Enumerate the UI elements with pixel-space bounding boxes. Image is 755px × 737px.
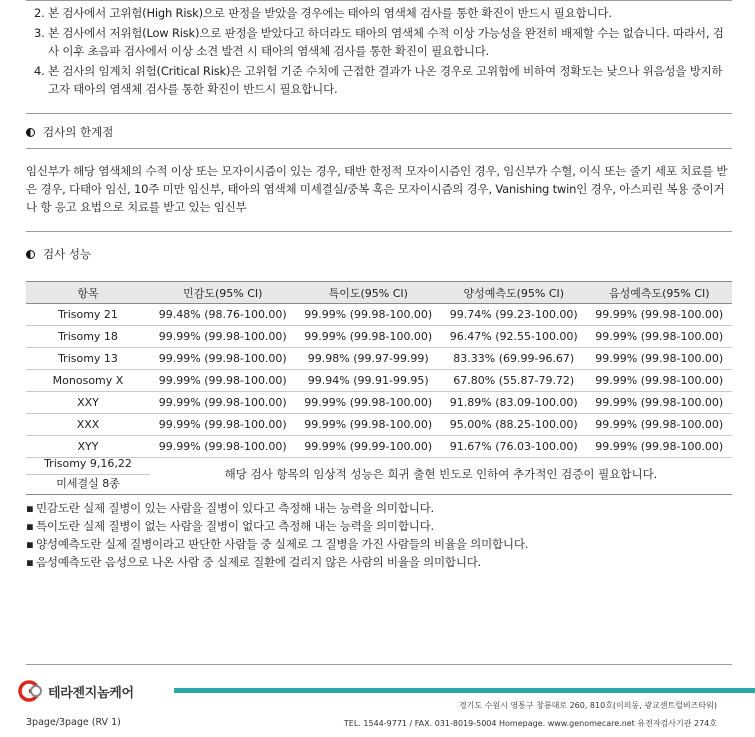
extra-message: 해당 검사 항목의 임상적 성능은 희귀 출현 빈도로 인하여 추가적인 검증이 필요합니다. <box>150 454 732 495</box>
table-row <box>26 326 732 348</box>
bullet-icon: ▪ <box>26 501 34 515</box>
performance-table <box>26 281 732 458</box>
definition-item: ▪ 음성예측도란 음성으로 나온 사람 중 실제로 질환에 걸리지 않은 사람의 비율을 의미합니다. <box>26 555 482 569</box>
row-label: XYY <box>26 436 150 458</box>
table-row <box>26 370 732 392</box>
limitations-heading: 검사의 한계점 <box>26 124 113 140</box>
note-item: 3. 본 검사에서 저위험(Low Risk)으로 판정을 받았다고 하더라도 태아의 염색체 수적 이상 가능성을 완전히 배제할 수는 없습니다. 따라서, 검사 이후 초음파 검사에서 이상 소견 발견 시 태아의 염색체 검사를 통한 확진이 필요합니다. <box>34 26 724 58</box>
row-label: Trisomy 21 <box>26 304 150 326</box>
divider <box>26 148 732 149</box>
table-header-row <box>26 282 732 304</box>
page-number: 3page/3page (RV 1) <box>26 717 121 728</box>
accent-bar <box>174 688 755 693</box>
bullet-icon: ▪ <box>26 537 34 551</box>
bullet-icon: ▪ <box>26 555 34 569</box>
extra-rows <box>26 454 732 494</box>
company-logo <box>18 680 134 702</box>
table-cell: 99.99% (99.98-100.00) <box>150 392 296 414</box>
table-row <box>26 348 732 370</box>
table-cell: 99.74% (99.23-100.00) <box>441 304 587 326</box>
table-row <box>26 304 732 326</box>
note-item: 4. 본 검사의 임계치 위험(Critical Risk)은 고위험 기준 수치에 근접한 결과가 나온 경우로 고위험에 비하여 정확도는 낮으나 위음성을 방지하고자 태아의 염색체 검사를 통한 확진이 반드시 필요합니다. <box>34 64 723 96</box>
table-cell: 91.67% (76.03-100.00) <box>441 436 587 458</box>
table-cell: 99.99% (99.98-100.00) <box>587 414 733 436</box>
table-cell: 99.99% (99.98-100.00) <box>150 326 296 348</box>
table-cell: 99.99% (99.98-100.00) <box>587 392 733 414</box>
row-label: Monosomy X <box>26 370 150 392</box>
table-cell: 91.89% (83.09-100.00) <box>441 392 587 414</box>
performance-heading: 검사 성능 <box>26 246 91 262</box>
col-header: 항목 <box>26 282 150 304</box>
limitations-text: 임신부가 해당 염색체의 수적 이상 또는 모자이시즘이 있는 경우, 태반 한정적 모자이시즘인 경우, 임신부가 수혈, 이식 또는 줄기 세포 치료를 받은 경우, 다태아 임신, 10주 미만 임신부, 태아의 염색체 미세결실/중복 혹은 모자이시즘의 경우, Vanishing twin인 경우, 아스피린 복용 중이거나 항 응고 요법으로 치료를 받고 있는 임신부 <box>26 164 728 214</box>
divider <box>26 113 732 114</box>
top-rule <box>26 0 732 1</box>
half-circle-icon <box>26 250 35 259</box>
definition-item: ▪ 특이도란 실제 질병이 없는 사람을 질병이 없다고 측정해 내는 능력을 의미합니다. <box>26 519 435 533</box>
logo-mark-icon <box>18 680 44 702</box>
table-cell: 95.00% (88.25-100.00) <box>441 414 587 436</box>
notes-list <box>34 4 724 100</box>
table-cell: 99.99% (99.98-100.00) <box>150 436 296 458</box>
table-cell: 99.98% (99.97-99.99) <box>296 348 442 370</box>
table-cell: 99.48% (98.76-100.00) <box>150 304 296 326</box>
note-item: 2. 본 검사에서 고위험(High Risk)으로 판정을 받았을 경우에는 태아의 염색체 검사를 통한 확진이 반드시 필요합니다. <box>34 6 612 20</box>
table-cell: 99.99% (99.98-100.00) <box>587 436 733 458</box>
table-cell: 99.99% (99.98-100.00) <box>296 414 442 436</box>
row-label: Trisomy 9,16,22 <box>26 454 150 475</box>
row-label: XXY <box>26 392 150 414</box>
logo-text: 테라젠지놈케어 <box>48 685 134 701</box>
table-row <box>26 392 732 414</box>
company-contact: TEL. 1544-9771 / FAX. 031-8019-5004 Homepage. www.genomecare.net 유전자검사기관 274호 <box>343 719 717 728</box>
table-cell: 96.47% (92.55-100.00) <box>441 326 587 348</box>
table-cell: 99.99% (99.98-100.00) <box>587 370 733 392</box>
col-header: 양성예측도(95% CI) <box>441 282 587 304</box>
row-label: XXX <box>26 414 150 436</box>
table-cell: 99.99% (99.98-100.00) <box>150 370 296 392</box>
row-label: Trisomy 13 <box>26 348 150 370</box>
table-cell: 99.99% (99.98-100.00) <box>150 348 296 370</box>
bullet-icon: ▪ <box>26 519 34 533</box>
table-cell: 99.99% (99.98-100.00) <box>296 326 442 348</box>
table-cell: 99.99% (99.98-100.00) <box>587 348 733 370</box>
definition-item: ▪ 양성예측도란 실제 질병이라고 판단한 사람들 중 실제로 그 질병을 가진 사람들의 비율을 의미합니다. <box>26 537 529 551</box>
table-cell: 99.99% (99.98-100.00) <box>296 392 442 414</box>
definitions-list <box>26 499 528 571</box>
company-address: 경기도 수원시 영통구 창룡대로 260, 810호(이의동, 광교센트럴비즈타워) <box>458 701 717 710</box>
table-cell: 99.99% (99.98-100.00) <box>587 326 733 348</box>
table-cell: 99.99% (99.98-100.00) <box>587 304 733 326</box>
table-cell: 83.33% (69.99-96.67) <box>441 348 587 370</box>
definition-item: ▪ 민감도란 실제 질병이 있는 사람을 질병이 있다고 측정해 내는 능력을 의미합니다. <box>26 501 435 515</box>
col-header: 음성예측도(95% CI) <box>587 282 733 304</box>
row-label: Trisomy 18 <box>26 326 150 348</box>
divider <box>26 231 732 232</box>
table-cell: 99.99% (99.98-100.00) <box>296 304 442 326</box>
half-circle-icon <box>26 128 35 137</box>
col-header: 민감도(95% CI) <box>150 282 296 304</box>
table-cell: 99.94% (99.91-99.95) <box>296 370 442 392</box>
col-header: 특이도(95% CI) <box>296 282 442 304</box>
table-cell: 99.99% (99.98-100.00) <box>150 414 296 436</box>
footer-rule <box>26 664 732 665</box>
table-row <box>26 414 732 436</box>
table-cell: 67.80% (55.87-79.72) <box>441 370 587 392</box>
row-label: 미세결실 8종 <box>26 474 150 495</box>
table-cell: 99.99% (99.99-100.00) <box>296 436 442 458</box>
